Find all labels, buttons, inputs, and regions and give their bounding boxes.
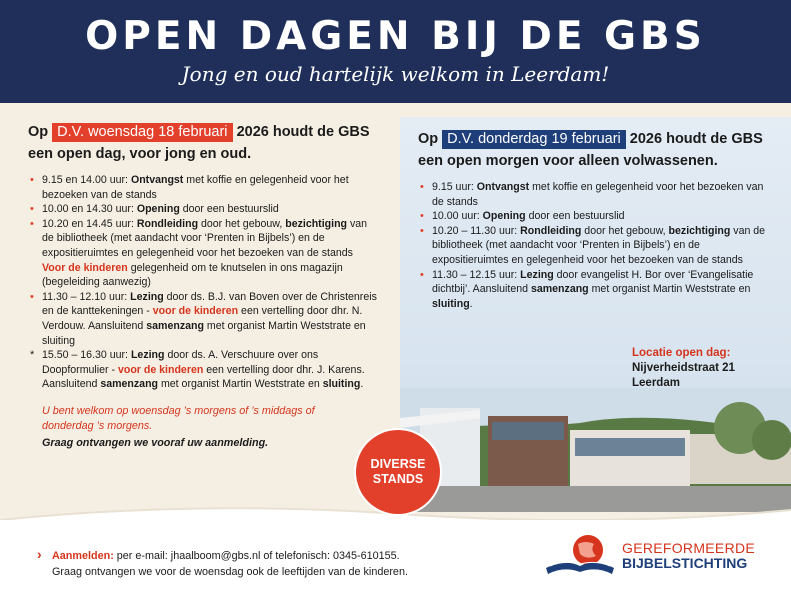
- page-subtitle: Jong en oud hartelijk welkom in Leerdam!: [181, 62, 610, 86]
- signup-label: Aanmelden:: [52, 550, 114, 562]
- wednesday-intro: [28, 121, 378, 165]
- location-title: Locatie open dag:: [632, 347, 731, 359]
- thursday-date-highlight: D.V. donderdag 19 februari: [442, 130, 626, 149]
- location-block: [632, 346, 772, 391]
- list-item: • 9.15 uur: Ontvangst met koffie en gelegenheid voor het bezoeken van de stands: [418, 180, 773, 209]
- page-title: OPEN DAGEN BIJ DE GBS: [85, 14, 706, 59]
- list-item: • 9.15 en 14.00 uur: Ontvangst met koffie en gelegenheid voor het bezoeken van de stands: [28, 173, 378, 202]
- wednesday-program: [28, 173, 378, 392]
- signup-line-2: Graag ontvangen we voor de woensdag ook de leeftijden van de kinderen.: [52, 566, 408, 578]
- list-item: • 10.20 – 11.30 uur: Rondleiding door het gebouw, bezichtiging van de bibliotheek (met aandacht voor ‘Prenten in Bijbels’) en de expositieruimtes en gelegenheid voor het bezoeken van de stands: [418, 224, 773, 268]
- signup-text[interactable]: per e-mail: jhaalboom@gbs.nl of telefonisch: 0345-610155.: [113, 550, 400, 562]
- thursday-intro: [418, 128, 773, 172]
- wednesday-date-highlight: D.V. woensdag 18 februari: [52, 123, 232, 142]
- list-item: • 11.30 – 12.10 uur: Lezing door ds. B.J. van Boven over de Christenreis en de kanttekeningen - voor de kinderen een vertelling door dhr. N. Verdouw. Aansluitend samenzang met organist Martin Weststrate en sluiting: [28, 290, 378, 348]
- diverse-stands-badge: [356, 430, 440, 514]
- badge-line-1: DIVERSE: [370, 457, 426, 471]
- location-city: Leerdam: [632, 377, 680, 389]
- list-item: • 11.30 – 12.15 uur: Lezing door evangelist H. Bor over ‘Evangelisatie dichtbij’. Aansluitend samenzang met organist Martin Weststrate en sluiting.: [418, 268, 773, 312]
- logo-line-1: GEREFORMEERDE: [622, 540, 756, 556]
- badge-line-2: STANDS: [372, 472, 424, 486]
- gbs-logo: [540, 530, 780, 580]
- wednesday-section: [28, 121, 378, 451]
- list-item: * 15.50 – 16.30 uur: Lezing door ds. A. Verschuure over ons Doopformulier - voor de kinderen een vertelling door dhr. J. Karens. Aansluitend samenzang met organist Martin Weststrate en sluiting.: [28, 348, 378, 392]
- open-bible-globe-icon: [540, 530, 620, 580]
- list-item: • 10.00 en 14.30 uur: Opening door een bestuurslid: [28, 202, 378, 217]
- intro-suffix: 2026 houdt de GBS een open dag, voor jong en oud.: [28, 124, 370, 162]
- visit-note: [28, 404, 378, 451]
- logo-line-2: BIJBELSTICHTING: [622, 555, 748, 571]
- note-line-1: U bent welkom op woensdag ’s morgens of ’s middags of donderdag ’s morgens.: [42, 404, 315, 432]
- note-line-2: Graag ontvangen we vooraf uw aanmelding.: [42, 436, 269, 449]
- list-item: • 10.20 en 14.45 uur: Rondleiding door het gebouw, bezichtiging van de bibliotheek (met aandacht voor ‘Prenten in Bijbels’) en de expositieruimtes en gelegenheid voor het bezoeken van de stands Voor de kinderen gelegenheid om te knutselen in ons magazijn (begeleiding aanwezig): [28, 217, 378, 290]
- list-item: • 10.00 uur: Opening door een bestuurslid: [418, 209, 773, 224]
- thursday-section: [418, 128, 773, 311]
- intro-suffix: 2026 houdt de GBS een open morgen voor alleen volwassenen.: [418, 131, 763, 169]
- signup-info: [38, 548, 408, 580]
- thursday-program: [418, 180, 773, 311]
- building-photo: [400, 388, 791, 512]
- location-street: Nijverheidstraat 21: [632, 362, 735, 374]
- header-banner: [0, 0, 791, 103]
- intro-prefix: Op: [418, 131, 439, 147]
- intro-prefix: Op: [28, 124, 49, 140]
- chevron-right-icon: ›: [37, 546, 42, 562]
- logo-text: [622, 541, 755, 571]
